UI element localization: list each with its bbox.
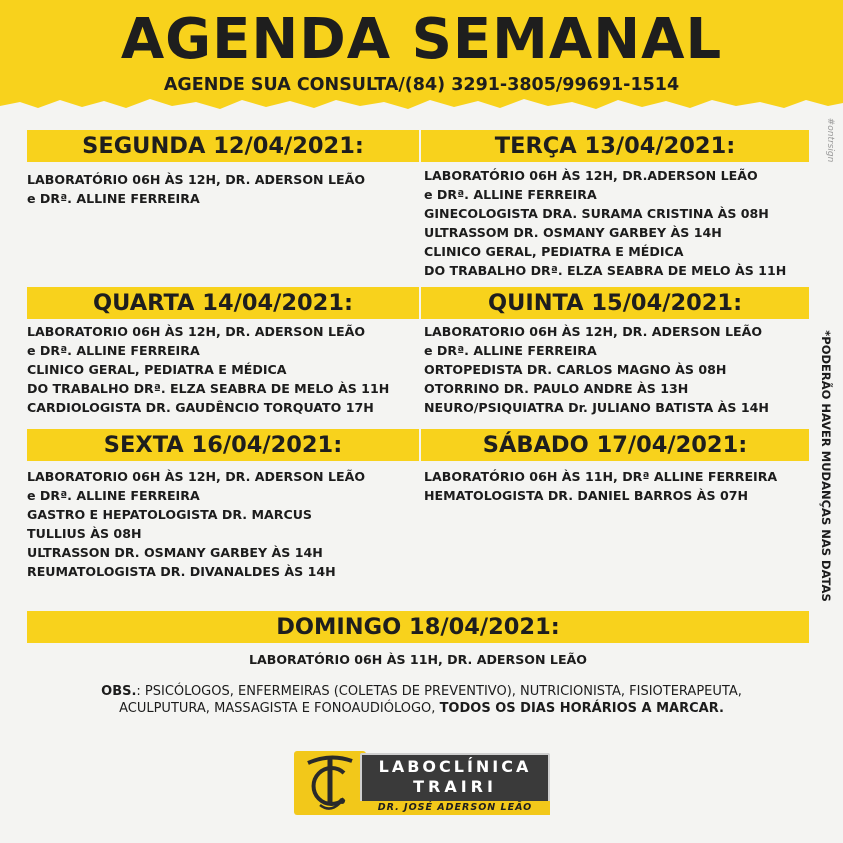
schedule-line: HEMATOLOGISTA DR. DANIEL BARROS ÀS 07H [424,488,749,503]
schedule-line: OTORRINO DR. PAULO ANDRE ÀS 13H [424,381,689,396]
day-title-sabado: SÁBADO 17/04/2021: [482,432,748,458]
schedule-line: e DRª. ALLINE FERREIRA [27,343,200,358]
day-title-domingo: DOMINGO 18/04/2021: [276,614,560,640]
schedule-line: LABORATORIO 06H ÀS 12H, DR. ADERSON LEÃO [424,324,763,339]
logo-doctor-strip [360,801,550,815]
schedule-line: GINECOLOGISTA DRA. SURAMA CRISTINA ÀS 08H [424,206,769,221]
day-schedule-domingo [27,650,809,669]
clinic-logo [294,751,548,815]
day-header-sabado [421,429,809,461]
obs-bold-tail: TODOS OS DIAS HORÁRIOS A MARCAR. [439,700,724,716]
logo-line3: DR. JOSÉ ADERSON LEÃO [377,802,533,813]
schedule-line: LABORATÓRIO 06H ÀS 11H, DRª ALLINE FERREIRA [424,469,778,484]
day-header-terca [421,130,809,162]
schedule-line: e DRª. ALLINE FERREIRA [424,187,597,202]
day-title-segunda: SEGUNDA 12/04/2021: [82,133,364,159]
day-header-quarta [27,287,419,319]
schedule-line: e DRª. ALLINE FERREIRA [27,191,200,206]
day-schedule-sexta [27,467,365,581]
schedule-line: ORTOPEDISTA DR. CARLOS MAGNO ÀS 08H [424,362,727,377]
contact-subtitle: AGENDE SUA CONSULTA/(84) 3291-3805/99691-1514 [163,75,680,95]
day-header-quinta [421,287,809,319]
day-title-sexta: SEXTA 16/04/2021: [103,432,343,458]
obs-label: OBS. [101,684,137,699]
day-header-segunda [27,130,419,162]
schedule-line: LABORATORIO 06H ÀS 12H, DR. ADERSON LEÃO [27,324,366,339]
schedule-line: e DRª. ALLINE FERREIRA [27,488,200,503]
schedule-line: ULTRASSOM DR. OSMANY GARBEY ÀS 14H [424,225,722,240]
schedule-line: LABORATORIO 06H ÀS 12H, DR. ADERSON LEÃO [27,469,366,484]
logo-line2: TRAIRI [413,777,497,796]
header-banner [0,0,843,112]
schedule-line: LABORATÓRIO 06H ÀS 12H, DR.ADERSON LEÃO [424,168,758,183]
day-schedule-terca [424,166,786,280]
logo-emblem-icon [294,751,366,815]
schedule-line: LABORATÓRIO 06H ÀS 11H, DR. ADERSON LEÃO [248,652,588,667]
page-title: AGENDA SEMANAL [120,7,723,72]
day-header-domingo [27,611,809,643]
schedule-line: CLINICO GERAL, PEDIATRA E MÉDICA [424,244,684,259]
schedule-line: DO TRABALHO DRª. ELZA SEABRA DE MELO ÀS 11H [424,263,787,278]
schedule-line: e DRª. ALLINE FERREIRA [424,343,597,358]
day-schedule-quinta [424,322,769,417]
day-schedule-segunda [27,170,365,208]
schedule-line: NEURO/PSIQUIATRA Dr. JULIANO BATISTA ÀS 14H [424,400,769,415]
day-title-quarta: QUARTA 14/04/2021: [93,290,353,316]
day-schedule-quarta [27,322,389,417]
schedule-line: CLINICO GERAL, PEDIATRA E MÉDICA [27,362,287,377]
logo-name-box [360,753,550,803]
logo-line1: LABOCLÍNICA [378,757,532,776]
schedule-line: CARDIOLOGISTA DR. GAUDÊNCIO TORQUATO 17H [27,400,374,415]
day-title-terca: TERÇA 13/04/2021: [494,133,736,159]
obs-note [60,684,783,717]
schedule-line: DO TRABALHO DRª. ELZA SEABRA DE MELO ÀS 11H [27,381,390,396]
day-schedule-sabado [424,467,777,505]
schedule-line: LABORATÓRIO 06H ÀS 12H, DR. ADERSON LEÃO [27,172,366,187]
day-header-sexta [27,429,419,461]
obs-text: : PSICÓLOGOS, ENFERMEIRAS (COLETAS DE PREVENTIVO), NUTRICIONISTA, FISIOTERAPEUTA, ACULPUTURA, MASSAGISTA E FONOAUDIÓLOGO, [119,684,742,716]
schedule-line: TULLIUS ÀS 08H [27,526,142,541]
schedule-line: REUMATOLOGISTA DR. DIVANALDES ÀS 14H [27,564,336,579]
schedule-line: ULTRASSON DR. OSMANY GARBEY ÀS 14H [27,545,323,560]
day-title-quinta: QUINTA 15/04/2021: [487,290,743,316]
schedule-line: GASTRO E HEPATOLOGISTA DR. MARCUS [27,507,312,522]
